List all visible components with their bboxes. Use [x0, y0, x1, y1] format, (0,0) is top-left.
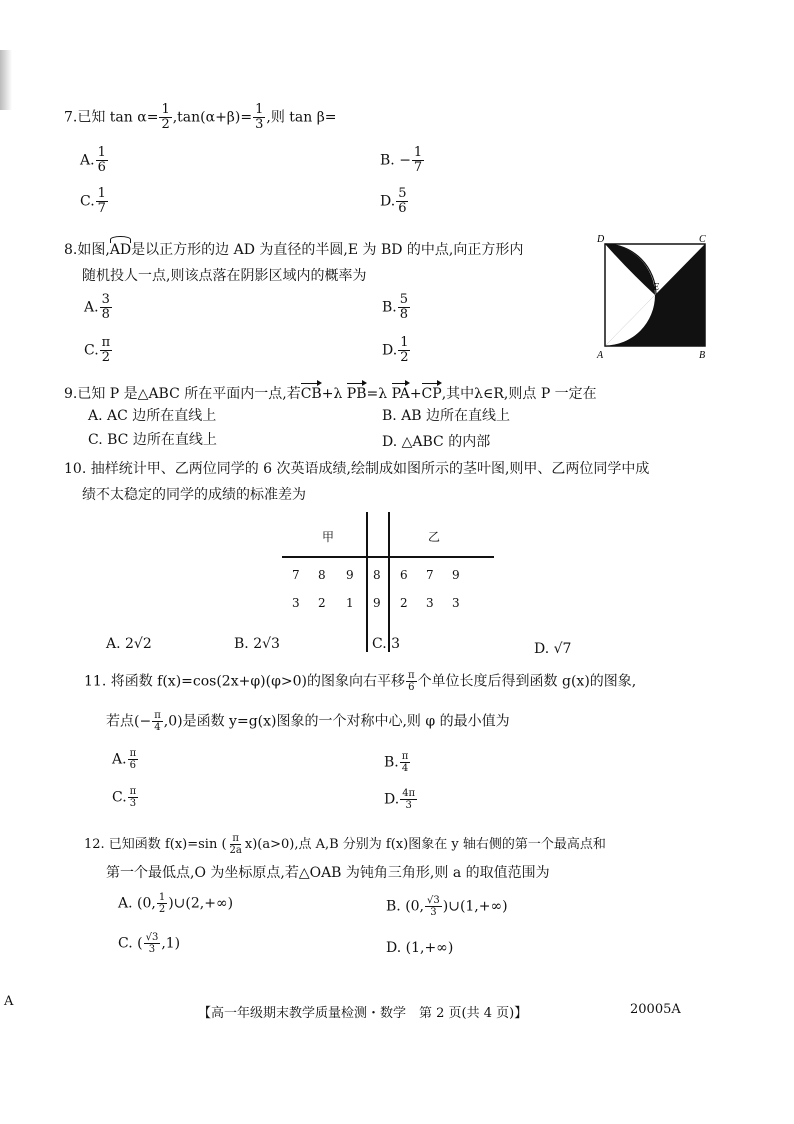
q8-option-a: A. $\frac{3}{8}$: [84, 292, 110, 322]
q9-option-c: C. BC 边所在直线上: [88, 432, 217, 448]
q10-option-c: C. 3: [372, 636, 401, 652]
q7-option-a: A. $\frac{1}{6}$: [80, 145, 106, 175]
question-11-line2: 若点(− $\frac{\pi}{4}$ ,0)是函数 y=g(x)图象的一个对称中心,则 φ 的最小值为: [106, 710, 510, 733]
stem-value: 9: [373, 596, 381, 610]
leaf-right: 9: [452, 568, 460, 582]
leaf-left: 2: [318, 596, 326, 610]
q9-option-b: B. AB 边所在直线上: [382, 408, 511, 424]
label-c: C: [699, 234, 706, 245]
leaf-right: 3: [426, 596, 434, 610]
label-a: A: [597, 350, 604, 361]
label-e: E: [653, 282, 660, 293]
q9-option-a: A. AC 边所在直线上: [88, 408, 217, 424]
question-10-line2: 绩不太稳定的同学的成绩的标准差为: [82, 487, 306, 503]
leaf-left: 3: [292, 596, 300, 610]
question-7-stem: 7.已知 tan α= $\frac{1}{2}$ ,tan(α+β)= $\frac{1}{3}$ ,则 tan β=: [64, 102, 337, 132]
q12-option-c: C. ( $\frac{√3}{3}$ ,1): [118, 932, 181, 955]
q12-option-a: A. (0, $\frac{1}{2}$ )∪(2,+∞): [118, 892, 234, 915]
q10-option-b: B. 2√3: [234, 636, 280, 652]
q12-option-d: D. (1,+∞): [386, 940, 454, 956]
q7-option-b: B. − $\frac{1}{7}$: [380, 145, 423, 175]
label-b: B: [699, 350, 706, 361]
q11-option-a: A. $\frac{\pi}{6}$: [112, 748, 137, 771]
q11-option-d: D. $\frac{4\pi}{3}$: [384, 788, 416, 811]
stem-leaf-plot: [282, 512, 494, 652]
question-11-line1: 11. 将函数 f(x)=cos(2x+φ)(φ>0)的图象向右平移 $\frac{\pi}{6}$ 个单位长度后得到函数 g(x)的图象,: [84, 670, 637, 693]
q7-option-c: C. $\frac{1}{7}$: [80, 186, 106, 216]
q8-option-c: C. $\frac{\pi}{2}$: [84, 335, 111, 365]
leaf-left: 1: [346, 596, 354, 610]
q8-option-b: B. $\frac{5}{8}$: [382, 292, 409, 322]
label-d: D: [597, 234, 605, 245]
header-yi: 乙: [428, 530, 441, 544]
question-12-line2: 第一个最低点,O 为坐标原点,若△OAB 为钝角三角形,则 a 的取值范围为: [106, 865, 550, 881]
question-8-line1: 8.如图,AD是以正方形的边 AD 为直径的半圆,E 为 BD 的中点,向正方形内: [64, 242, 524, 258]
q10-option-d: D. √7: [534, 641, 572, 657]
q11-option-c: C. $\frac{\pi}{3}$: [112, 786, 137, 809]
leaf-right: 6: [400, 568, 408, 582]
leaf-right: 7: [426, 568, 434, 582]
page-footer-code: 20005A: [630, 1002, 681, 1017]
page-edge-mark: A: [4, 994, 14, 1009]
q11-option-b: B. $\frac{\pi}{4}$: [384, 751, 409, 774]
leaf-right: 2: [400, 596, 408, 610]
q7-option-d: D. $\frac{5}{6}$: [380, 186, 407, 216]
question-8-line2: 随机投人一点,则该点落在阴影区域内的概率为: [82, 268, 367, 284]
stem-value: 8: [373, 568, 381, 582]
q9-option-d: D. △ABC 的内部: [382, 434, 491, 450]
q12-option-b: B. (0, $\frac{√3}{3}$ )∪(1,+∞): [386, 895, 508, 918]
q10-option-a: A. 2√2: [106, 636, 152, 652]
leaf-right: 3: [452, 596, 460, 610]
square-semicircle-figure: [595, 232, 715, 362]
header-jia: 甲: [322, 530, 335, 544]
leaf-left: 7: [292, 568, 300, 582]
leaf-left: 8: [318, 568, 326, 582]
page-footer-title: 【高一年级期末教学质量检测・数学 第 2 页(共 4 页)】: [198, 1006, 528, 1021]
leaf-left: 9: [346, 568, 354, 582]
q8-option-d: D. $\frac{1}{2}$: [382, 335, 409, 365]
question-10-line1: 10. 抽样统计甲、乙两位同学的 6 次英语成绩,绘制成如图所示的茎叶图,则甲、乙两位同学中成: [64, 461, 650, 477]
scan-edge-shadow: [0, 50, 12, 110]
question-9-stem: 9.已知 P 是△ABC 所在平面内一点,若CB+λ PB=λ PA+CP,其中λ∈R,则点 P 一定在: [64, 386, 597, 402]
question-12-line1: 12. 已知函数 f(x)=sin ( $\frac{\pi}{2a}$ x)(a>0),点 A,B 分别为 f(x)图象在 y 轴右侧的第一个最高点和: [84, 833, 606, 856]
